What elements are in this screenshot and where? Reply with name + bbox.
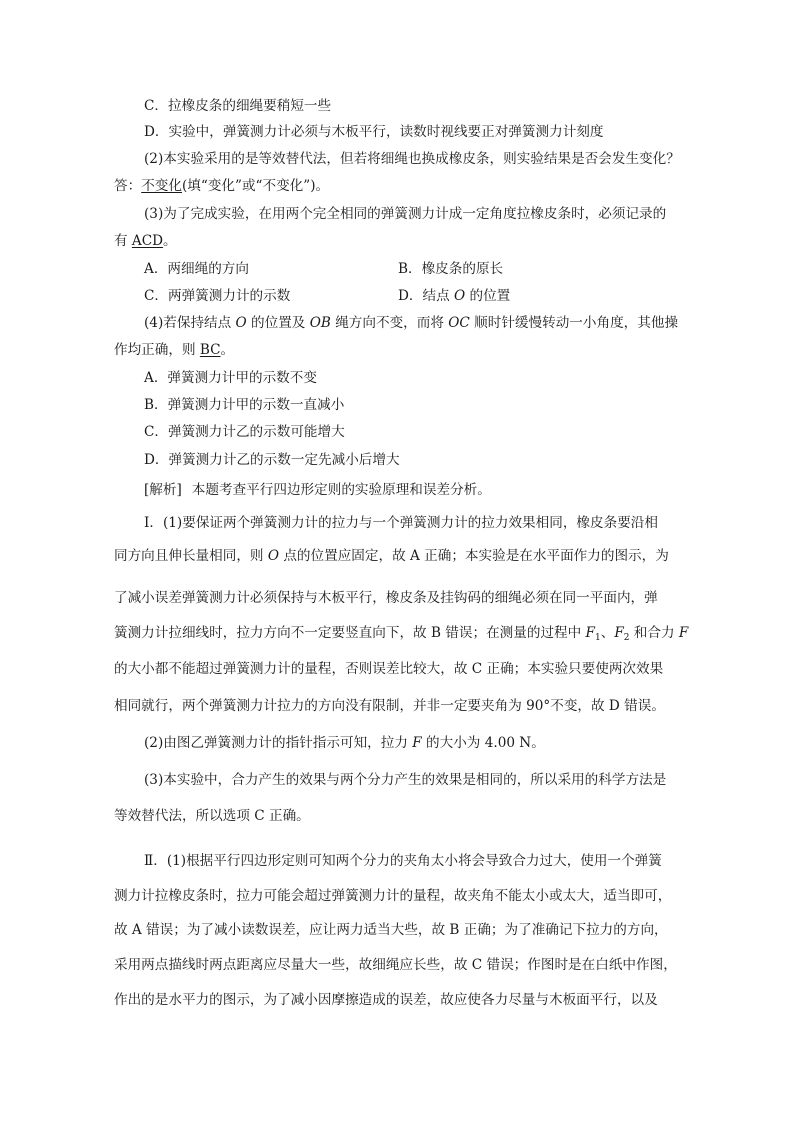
- question-4-answer-line: [114, 341, 234, 359]
- text-run: 顺时针缓慢转动一小角度，其他操: [469, 315, 679, 331]
- q4-option-b: B．弹簧测力计甲的示数一直减小: [144, 397, 345, 413]
- question-2-text: (2)本实验采用的是等效替代法，但若将细绳也换成橡皮条，则实验结果是否会发生变化？: [144, 151, 680, 167]
- option-text: 的位置: [465, 288, 511, 304]
- q4-option-c: C．弹簧测力计乙的示数可能增大: [144, 424, 345, 440]
- answer-prefix: 作均正确，则: [114, 342, 200, 358]
- text-run: 簧测力计拉细线时，拉力方向不一定要竖直向下，故 B 错误；在测量的过程中: [114, 625, 586, 641]
- text-run: 的大小为 4.00 N。: [421, 735, 545, 751]
- analysis-intro-text: 本题考查平行四边形定则的实验原理和误差分析。: [191, 482, 491, 498]
- variable-f: F: [412, 735, 422, 751]
- text-run: (4)若保持结点: [144, 315, 236, 331]
- analysis-II1-line2: 测力计拉橡皮条时，拉力可能会超过弹簧测力计的量程，故夹角不能太小或太大，适当即可，: [114, 888, 672, 904]
- variable-o: O: [454, 288, 466, 304]
- analysis-intro: [144, 481, 491, 499]
- q3-option-a: A．两细绳的方向: [144, 261, 249, 277]
- analysis-I1-line3: 了减小误差弹簧测力计必须保持与木板平行，橡皮条及挂钩码的细绳必须在同一平面内，弹: [114, 590, 658, 606]
- variable-o: O: [235, 315, 247, 331]
- question-4-text: [144, 314, 678, 332]
- analysis-I1-line4: [114, 624, 688, 642]
- answer-underlined: BC: [199, 342, 221, 358]
- analysis-I1-line5: 的大小都不能超过弹簧测力计的量程，否则误差比较大，故 C 正确；本实验只要使两次效果: [114, 661, 664, 677]
- question-3-answer-line: [114, 232, 177, 250]
- text-run: 和合力: [629, 625, 679, 641]
- variable-f2: F: [614, 625, 624, 641]
- question-3-text: (3)为了完成实验，在用两个完全相同的弹簧测力计成一定角度拉橡皮条时，必须记录的: [144, 206, 667, 222]
- q1-option-c: C．拉橡皮条的细绳要稍短一些: [144, 98, 332, 114]
- answer-hint: (填“变化”或“不变化”)。: [181, 178, 330, 194]
- text-run: 同方向且伸长量相同，则: [114, 548, 268, 564]
- answer-suffix: 。: [163, 233, 177, 249]
- analysis-II1-line1: Ⅱ．(1)根据平行四边形定则可知两个分力的夹角太小将会导致合力过大，使用一个弹簧: [144, 853, 662, 869]
- q1-option-d: D．实验中，弹簧测力计必须与木板平行，读数时视线要正对弹簧测力计刻度: [144, 124, 604, 140]
- q3-option-b: B．橡皮条的原长: [398, 261, 504, 277]
- analysis-I3-line1: (3)本实验中，合力产生的效果与两个分力产生的效果是相同的，所以采用的科学方法是: [144, 772, 667, 788]
- answer-underlined: ACD: [131, 233, 164, 249]
- separator: 、: [600, 625, 615, 641]
- variable-oc: OC: [448, 315, 470, 331]
- answer-suffix: 。: [220, 342, 235, 358]
- variable-o: O: [267, 548, 280, 564]
- analysis-I1-line1: Ⅰ．(1)要保证两个弹簧测力计的拉力与一个弹簧测力计的拉力效果相同，橡皮条要沿相: [144, 515, 658, 531]
- q3-option-c: C．两弹簧测力计的示数: [144, 288, 291, 304]
- variable-f: F: [678, 625, 689, 641]
- subscript-2: 2: [623, 633, 630, 643]
- subscript-1: 1: [594, 633, 601, 643]
- q4-option-d: D．弹簧测力计乙的示数一定先减小后增大: [144, 452, 400, 468]
- analysis-II1-line5: 作出的是水平力的图示，为了减小因摩擦造成的误差，故应使各力尽量与木板面平行，以及: [114, 992, 658, 1008]
- variable-f1: F: [585, 625, 595, 641]
- question-2-answer-line: [114, 177, 329, 195]
- q3-option-d: [398, 287, 510, 305]
- q4-option-a: A．弹簧测力计甲的示数不变: [144, 370, 317, 386]
- analysis-II1-line4: 采用两点描线时两点距离应尽量大一些，故细绳应长些，故 C 错误；作图时是在白纸中作图，: [114, 957, 677, 973]
- text-run: 绳方向不变，而将: [330, 315, 449, 331]
- analysis-I1-line6: 相同就行，两个弹簧测力计拉力的方向没有限制，并非一定要夹角为 90°不变，故 D 错误。: [114, 698, 665, 714]
- answer-prefix: 有: [114, 233, 132, 249]
- variable-ob: OB: [309, 315, 331, 331]
- analysis-label: [解析]: [144, 482, 182, 498]
- analysis-I1-line2: [114, 547, 669, 565]
- text-run: 的位置及: [246, 315, 310, 331]
- analysis-II1-line3: 故 A 错误；为了减小读数误差，应让两力适当大些，故 B 正确；为了准确记下拉力的方向，: [114, 922, 668, 938]
- answer-underlined: 不变化: [141, 178, 182, 194]
- analysis-I2: [144, 734, 545, 752]
- analysis-I3-line2: 等效替代法，所以选项 C 正确。: [114, 808, 310, 824]
- text-run: (2)由图乙弹簧测力计的指针指示可知，拉力: [144, 735, 413, 751]
- answer-prefix: 答：: [114, 178, 142, 194]
- text-run: 点的位置应固定，故 A 正确；本实验是在水平面作力的图示，为: [279, 548, 669, 564]
- option-text: D．结点: [398, 288, 455, 304]
